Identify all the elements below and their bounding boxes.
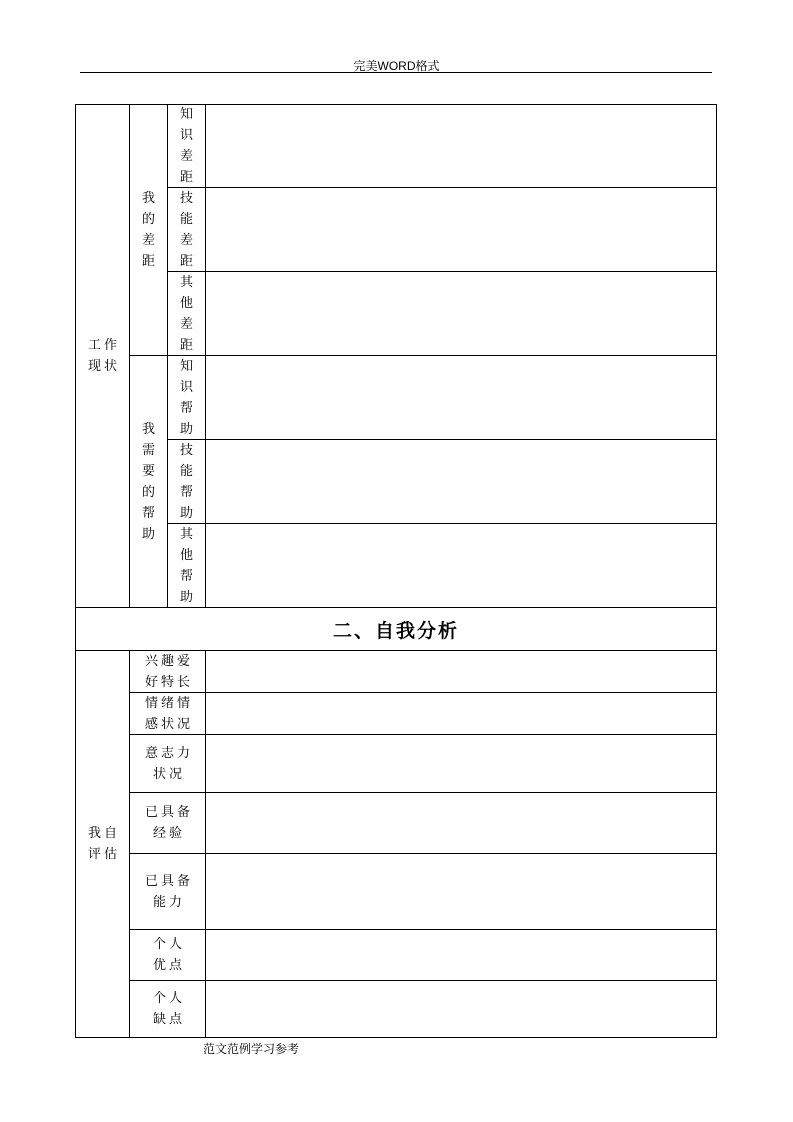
- row-label-skill-help: 技 能 帮 助: [167, 439, 206, 524]
- field-knowledge-help[interactable]: [205, 355, 717, 440]
- section-heading: 二、自我分析: [75, 607, 717, 651]
- field-other-gap[interactable]: [205, 271, 717, 356]
- field-emotions[interactable]: [205, 692, 717, 735]
- field-strengths[interactable]: [205, 929, 717, 981]
- row-label-emotions: 情绪情 感状况: [129, 692, 206, 735]
- row-label-experience: 已具备 经验: [129, 792, 206, 854]
- row-label-skill-gap: 技 能 差 距: [167, 187, 206, 272]
- help-needed-label: 我 需 要 的 帮 助: [129, 355, 168, 608]
- field-weaknesses[interactable]: [205, 980, 717, 1038]
- row-label-abilities: 已具备 能力: [129, 853, 206, 930]
- row-label-interests: 兴趣爱 好特长: [129, 650, 206, 693]
- row-label-other-gap: 其 他 差 距: [167, 271, 206, 356]
- row-label-other-help: 其 他 帮 助: [167, 523, 206, 608]
- page-header-title: 完美WORD格式: [353, 59, 440, 73]
- field-other-help[interactable]: [205, 523, 717, 608]
- header-rule: [80, 72, 712, 73]
- field-abilities[interactable]: [205, 853, 717, 930]
- row-label-knowledge-gap: 知 识 差 距: [167, 104, 206, 188]
- field-interests[interactable]: [205, 650, 717, 693]
- row-label-knowledge-help: 知 识 帮 助: [167, 355, 206, 440]
- page-footer-text: 范文范例学习参考: [203, 1042, 300, 1056]
- field-skill-gap[interactable]: [205, 187, 717, 272]
- row-label-willpower: 意志力 状况: [129, 734, 206, 793]
- field-willpower[interactable]: [205, 734, 717, 793]
- field-experience[interactable]: [205, 792, 717, 854]
- self-assessment-label: 我自 评估: [75, 650, 130, 1038]
- my-gaps-label: 我 的 差 距: [129, 104, 168, 356]
- field-skill-help[interactable]: [205, 439, 717, 524]
- row-label-weaknesses: 个人 缺点: [129, 980, 206, 1038]
- row-label-strengths: 个人 优点: [129, 929, 206, 981]
- field-knowledge-gap[interactable]: [205, 104, 717, 188]
- work-status-label: 工作 现状: [75, 104, 130, 608]
